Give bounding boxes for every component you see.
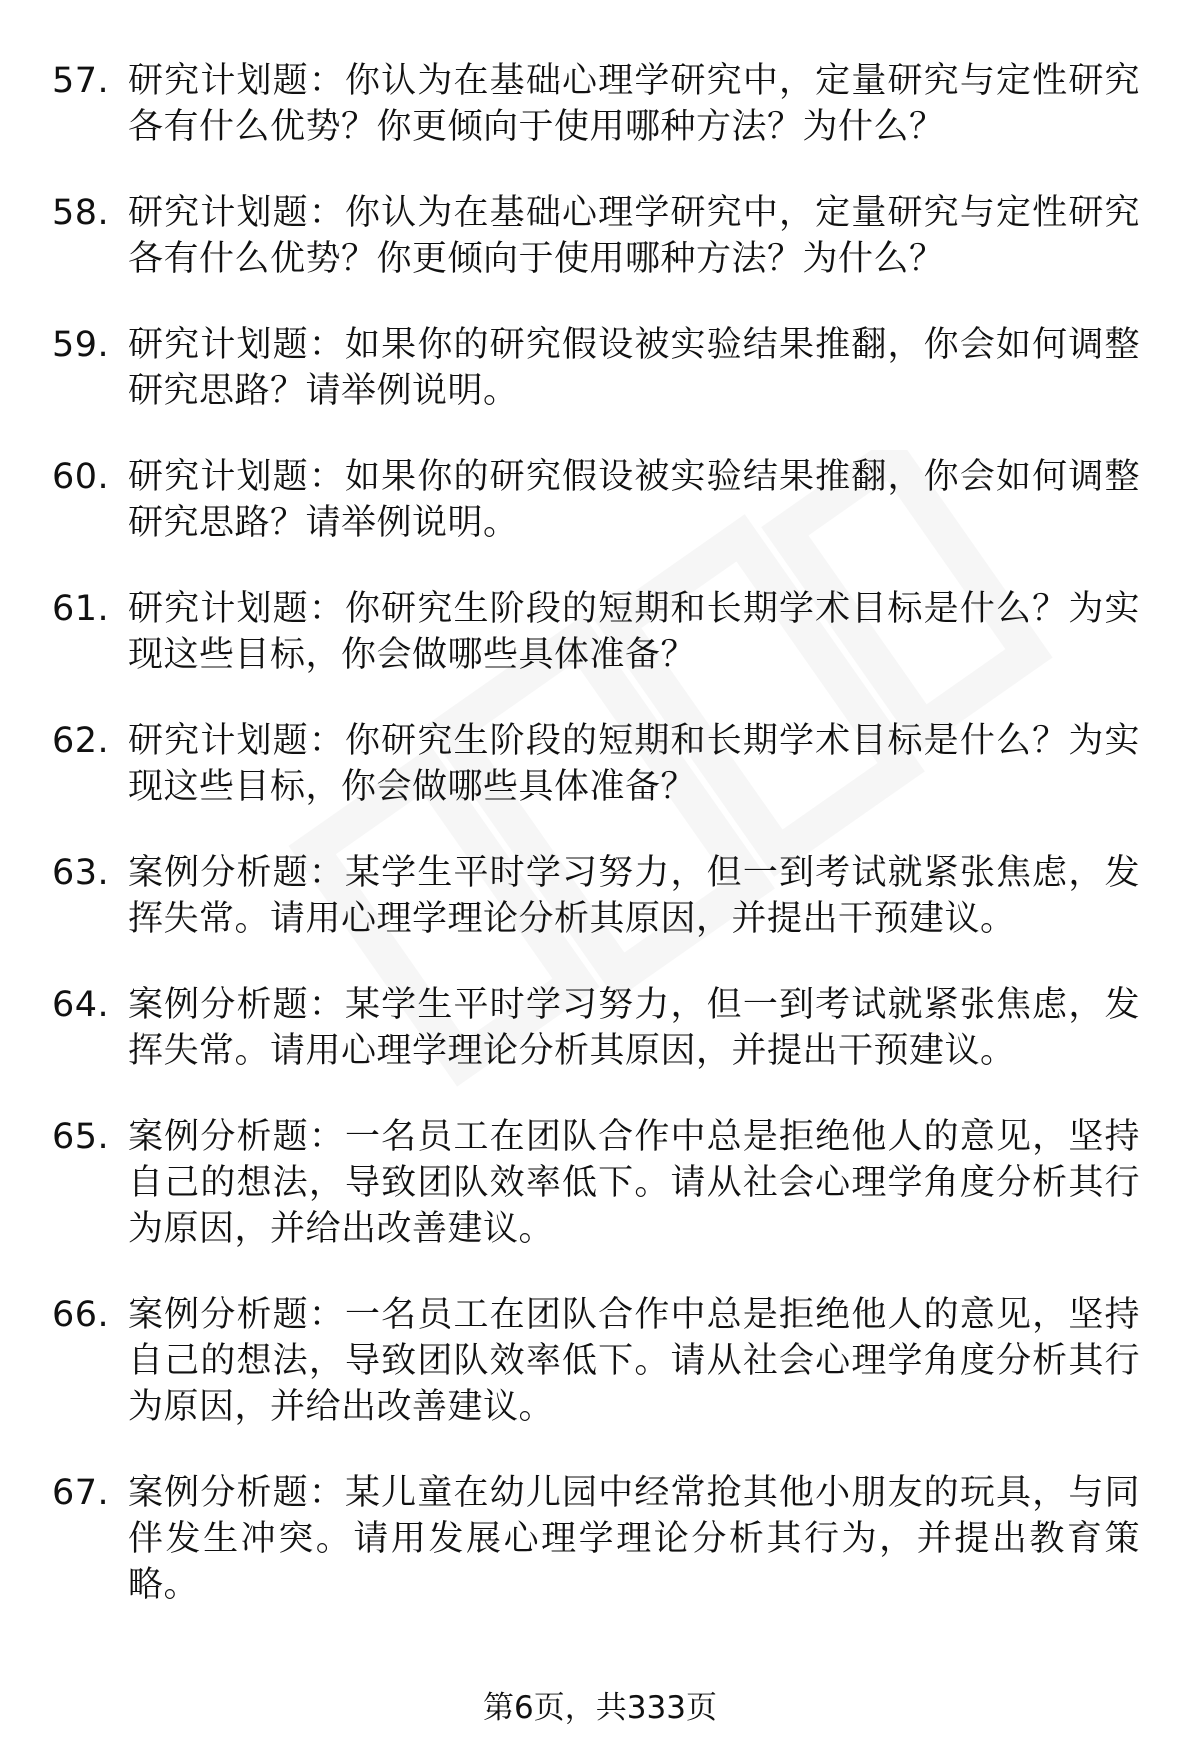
list-item	[0, 718, 1200, 810]
question-text: 研究计划题：如果你的研究假设被实验结果推翻，你会如何调整研究思路？请举例说明。	[128, 457, 1140, 543]
question-text: 案例分析题：某学生平时学习努力，但一到考试就紧张焦虑，发挥失常。请用心理学理论分析其原因，并提出干预建议。	[128, 853, 1140, 939]
question-number: 63.	[52, 853, 110, 893]
list-item	[0, 982, 1200, 1074]
question-number: 67.	[52, 1473, 110, 1513]
list-item	[0, 1114, 1200, 1252]
question-number: 66.	[52, 1295, 110, 1335]
question-list	[0, 58, 1200, 1648]
question-text: 案例分析题：一名员工在团队合作中总是拒绝他人的意见，坚持自己的想法，导致团队效率低下。请从社会心理学角度分析其行为原因，并给出改善建议。	[128, 1117, 1140, 1249]
question-text: 研究计划题：你认为在基础心理学研究中，定量研究与定性研究各有什么优势？你更倾向于使用哪种方法？为什么？	[128, 193, 1140, 279]
list-item	[0, 58, 1200, 150]
question-text: 案例分析题：某学生平时学习努力，但一到考试就紧张焦虑，发挥失常。请用心理学理论分析其原因，并提出干预建议。	[128, 985, 1140, 1071]
list-item	[0, 190, 1200, 282]
question-text: 研究计划题：你研究生阶段的短期和长期学术目标是什么？为实现这些目标，你会做哪些具体准备？	[128, 589, 1140, 675]
question-number: 60.	[52, 457, 110, 497]
list-item	[0, 1292, 1200, 1430]
question-number: 61.	[52, 589, 110, 629]
question-number: 64.	[52, 985, 110, 1025]
question-text: 案例分析题：某儿童在幼儿园中经常抢其他小朋友的玩具，与同伴发生冲突。请用发展心理学理论分析其行为，并提出教育策略。	[128, 1473, 1140, 1605]
list-item	[0, 322, 1200, 414]
question-text: 研究计划题：你研究生阶段的短期和长期学术目标是什么？为实现这些目标，你会做哪些具体准备？	[128, 721, 1140, 807]
list-item	[0, 1470, 1200, 1608]
list-item	[0, 850, 1200, 942]
question-number: 59.	[52, 325, 110, 365]
question-number: 62.	[52, 721, 110, 761]
question-text: 案例分析题：一名员工在团队合作中总是拒绝他人的意见，坚持自己的想法，导致团队效率低下。请从社会心理学角度分析其行为原因，并给出改善建议。	[128, 1295, 1140, 1427]
list-item	[0, 454, 1200, 546]
question-number: 58.	[52, 193, 110, 233]
question-text: 研究计划题：如果你的研究假设被实验结果推翻，你会如何调整研究思路？请举例说明。	[128, 325, 1140, 411]
list-item	[0, 586, 1200, 678]
question-number: 57.	[52, 61, 110, 101]
page-footer: 第6页，共333页	[483, 1690, 717, 1726]
question-text: 研究计划题：你认为在基础心理学研究中，定量研究与定性研究各有什么优势？你更倾向于使用哪种方法？为什么？	[128, 61, 1140, 147]
question-number: 65.	[52, 1117, 110, 1157]
